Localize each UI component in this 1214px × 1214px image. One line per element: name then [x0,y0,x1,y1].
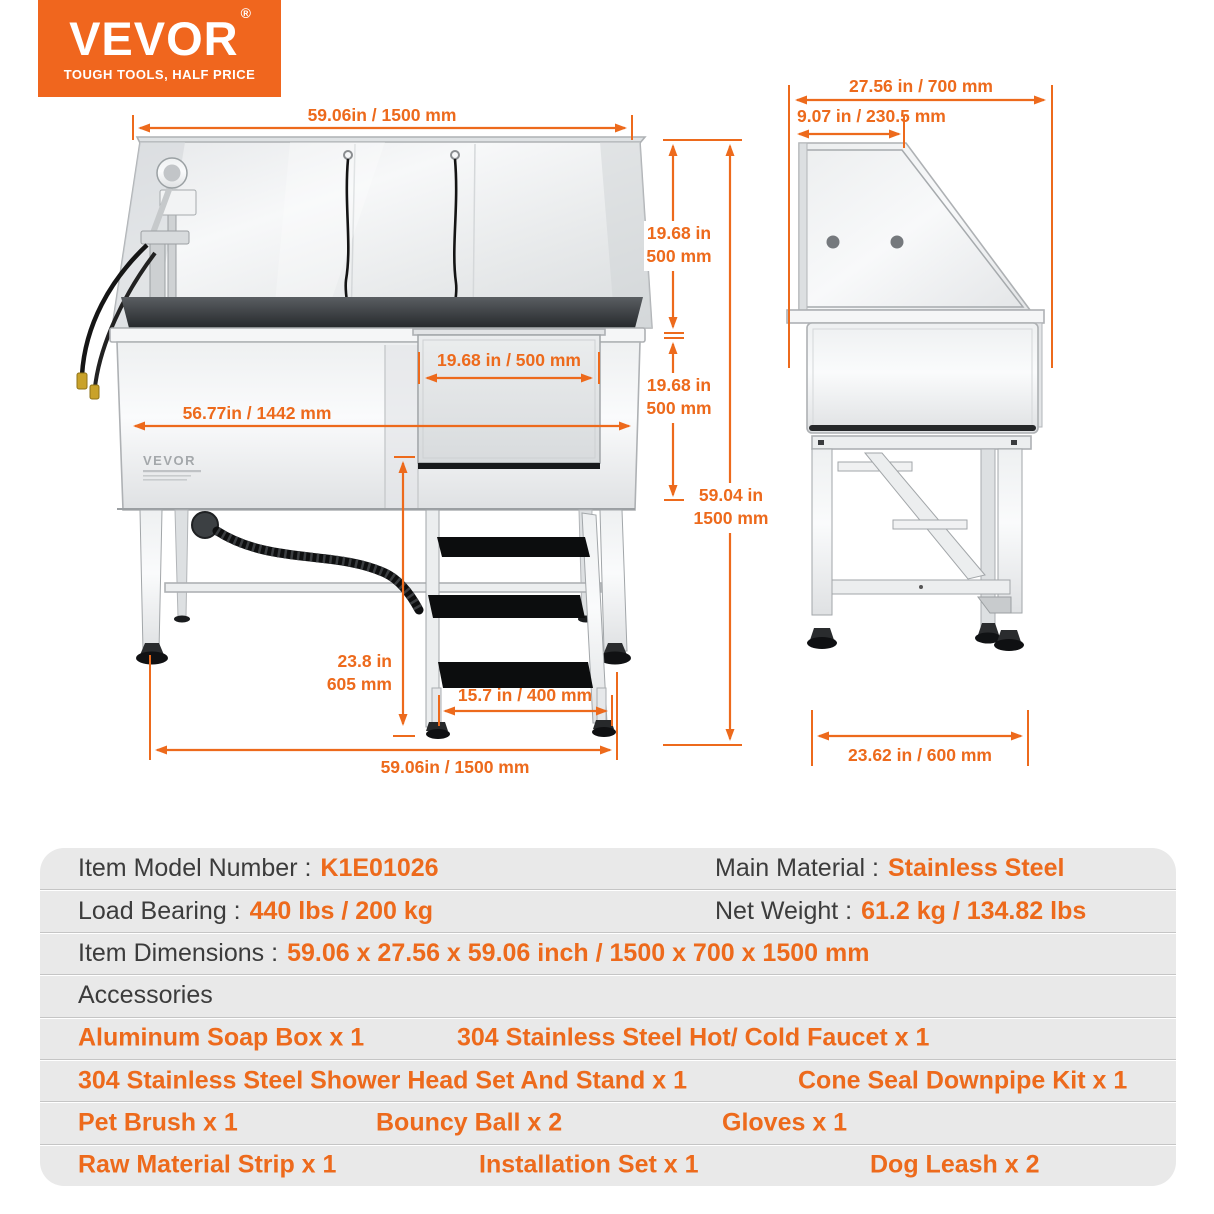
accessory-item: Cone Seal Downpipe Kit x 1 [798,1066,1128,1095]
spec-weight [715,897,1086,926]
accessory-item: Gloves x 1 [722,1108,848,1137]
spec-label-material: Main Material : [715,854,879,883]
accessory-item: 304 Stainless Steel Shower Head Set And Stand x 1 [78,1066,688,1095]
dim-top-width: 59.06in / 1500 mm [307,105,457,125]
accessory-item: 304 Stainless Steel Hot/ Cold Faucet x 1 [457,1023,930,1052]
mount-hole [827,236,840,249]
spec-label-load: Load Bearing : [78,896,241,925]
spec-model [78,854,715,883]
spec-panel [40,848,1176,1186]
accessories-row-3 [40,1102,1176,1144]
step-tread [437,537,590,557]
spec-row-load-weight [40,890,1176,932]
dim-door-width: 19.68 in / 500 mm [437,350,581,370]
accessories-row-4 [40,1145,1176,1186]
accessories-row-2 [40,1060,1176,1102]
accessories-row-1 [40,1018,1176,1060]
spec-label-model: Item Model Number : [78,854,312,883]
dim-step-width: 15.7 in / 400 mm [457,685,593,705]
dim-bottom-width: 59.06in / 1500 mm [380,757,530,777]
spec-material [715,854,1064,883]
dim-upper-height-line1: 19.68 in [646,223,712,243]
spec-load [78,897,715,926]
mount-hole [891,236,904,249]
side-rim [787,310,1044,323]
accessory-item: Installation Set x 1 [479,1150,699,1179]
side-stand [807,436,1031,651]
step-bracket [893,520,967,529]
tub-watermark: VEVOR [143,453,197,468]
side-view-drawing [785,60,1065,780]
step-stringer [865,453,985,579]
faucet [141,231,189,244]
accessory-item: Dog Leash x 2 [870,1150,1040,1179]
spec-value-weight: 61.2 kg / 134.82 lbs [861,896,1087,925]
spec-row-accessories-header [40,975,1176,1017]
logo-text [69,5,252,65]
vevor-logo [38,0,281,97]
tub-stand [136,510,631,665]
accessory-item: Raw Material Strip x 1 [78,1150,337,1179]
step-foot [426,729,450,739]
spec-row-model-material [40,848,1176,890]
dim-depth: 27.56 in / 700 mm [849,76,993,96]
spec-label-dimensions: Item Dimensions : [78,938,279,967]
dim-step-height-line1: 23.8 in [337,651,392,671]
dim-step-height-line2: 605 mm [326,674,392,694]
basin-interior [121,297,643,328]
accessory-item: Pet Brush x 1 [78,1108,238,1137]
accessory-item: Aluminum Soap Box x 1 [78,1023,365,1052]
dim-upper-height-line2: 500 mm [646,246,712,266]
adjustable-foot [136,652,168,665]
brand-name: VEVOR [69,12,239,65]
step-foot [592,727,616,737]
spec-label-weight: Net Weight : [715,896,853,925]
spec-value-load: 440 lbs / 200 kg [249,896,434,925]
dim-mid-height-line1: 19.68 in [646,375,712,395]
spec-row-dimensions [40,933,1176,975]
side-back-splash [799,143,1030,310]
dim-total-height-line1: 59.04 in [698,485,764,505]
dim-total-height-line2: 1500 mm [693,508,769,528]
spec-value-material: Stainless Steel [887,854,1065,883]
logo-tagline: TOUGH TOOLS, HALF PRICE [63,67,256,82]
dim-top-depth: 9.07 in / 230.5 mm [797,106,946,126]
dim-base-depth: 23.62 in / 600 mm [848,745,992,765]
front-view-drawing [55,95,770,795]
accessories-heading: Accessories [78,981,213,1010]
spec-value-model: K1E01026 [320,854,439,883]
spec-dimensions [78,939,869,968]
registered-mark: ® [240,5,252,22]
dim-mid-height-line2: 500 mm [646,398,712,418]
accessory-item: Bouncy Ball x 2 [376,1108,563,1137]
adjustable-foot [807,637,837,649]
side-tub-body [807,323,1038,433]
adjustable-foot [994,639,1024,651]
step-tread [428,595,585,618]
spec-value-dimensions: 59.06 x 27.56 x 59.06 inch / 1500 x 700 x 1500 mm [287,938,870,967]
dim-inner-width: 56.77in / 1442 mm [182,403,332,423]
